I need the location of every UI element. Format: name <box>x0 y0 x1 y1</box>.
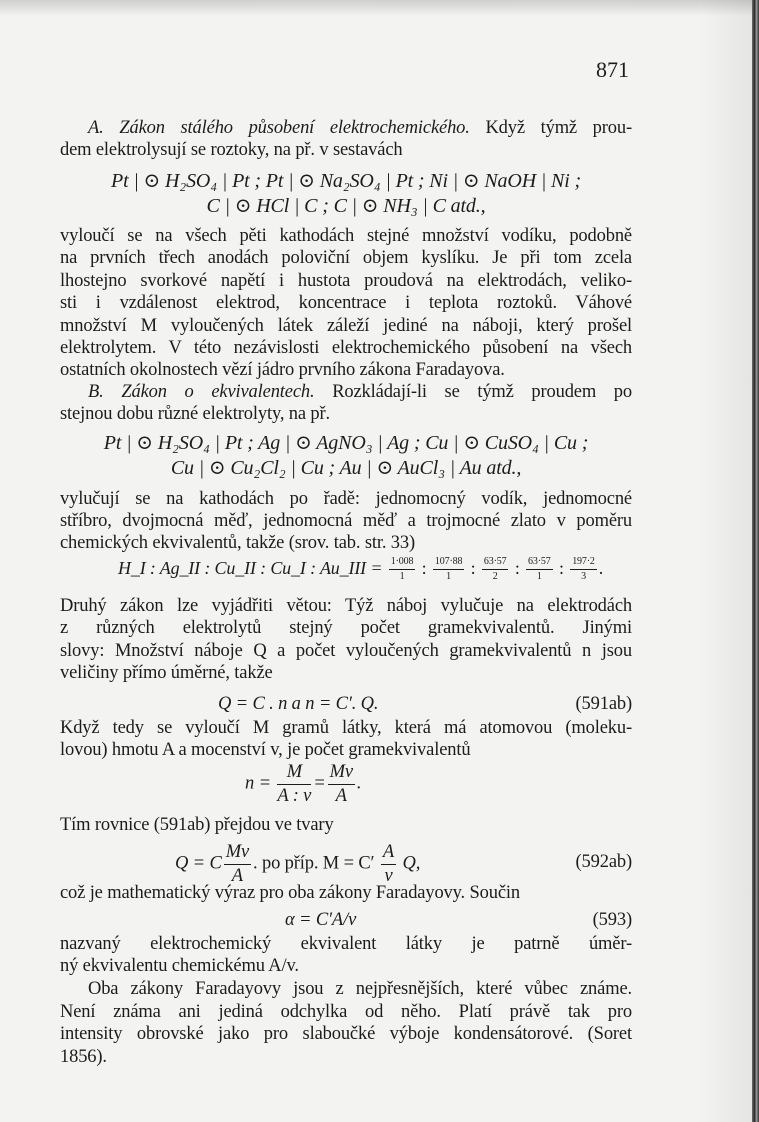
section-b-intro-line2: stejnou dobu různé elektrolyty, na př. <box>60 404 331 424</box>
paragraph-line: slovy: Množství náboje Q a počet vyloučených gramekvivalentů n jsou <box>60 641 632 661</box>
ratio-lhs: H_I : Ag_II : Cu_II : Cu_I : Au_III = <box>118 558 383 578</box>
page-number: 871 <box>596 57 629 82</box>
section-b-label: B. <box>88 382 104 402</box>
paragraph-line: ostatních okolnostech vězí jádro prvního zákona Faradayova. <box>60 360 505 380</box>
paragraph-line: Druhý zákon lze vyjádřiti větou: Týž náboj vylučuje na elektrodách <box>60 596 632 616</box>
section-a-formula-1: Pt | ⊙ H₂SO₄ | Pt ; Pt | ⊙ Na₂SO₄ | Pt ; Ni | ⊙ NaOH | Ni ; <box>111 170 581 192</box>
section-a-intro: Když týmž prou- <box>485 118 632 138</box>
equation-591-body: Q = C . n a n = C′. Q. <box>218 694 379 714</box>
section-a-label: A. <box>88 118 104 138</box>
paragraph-line: Oba zákony Faradayovy jsou z nejpřesnějších, které vůbec známe. <box>88 979 632 999</box>
equation-592-body: Q = C $\frac{Mv}{A}$ . po příp. M = C′ $\frac{A}{v}$ Q, <box>175 842 421 886</box>
paragraph-line: lhostejno svorkové napětí i hustota proudová na elektrodách, veliko- <box>60 271 632 291</box>
equation-593-body: α = C′A/v <box>285 910 357 930</box>
section-a-intro-line2: dem elektrolysují se roztoky, na př. v sestavách <box>60 140 403 160</box>
page-gutter-shadow <box>700 0 752 1122</box>
paragraph-line: elektrolytem. V této nezávislosti elektrochemického působení na všech <box>60 338 632 358</box>
paragraph-line: vyloučí se na všech pěti kathodách stejné množství vodíku, podobně <box>60 226 632 246</box>
ratio-fraction: $\frac{1\cdot 008}{1}$ <box>390 556 414 583</box>
equation-592-fraction-2: $\frac{A}{v}$ <box>382 842 395 886</box>
paragraph-line: nazvaný elektrochemický ekvivalent látky je patrně úměr- <box>60 934 632 954</box>
equation-593-label: (593) <box>592 910 632 930</box>
ratio-fraction: $\frac{107\cdot 88}{1}$ <box>434 556 463 583</box>
paragraph-line: Tím rovnice (591ab) přejdou ve tvary <box>60 815 334 835</box>
ratio-fraction: $\frac{63\cdot 57}{1}$ <box>528 556 551 583</box>
section-b-title: Zákon o ekvivalentech. <box>121 382 315 402</box>
equation-592-fraction-1: $\frac{Mv}{A}$ <box>225 842 250 886</box>
paragraph-line: veličiny přímo úměrné, takže <box>60 663 273 683</box>
paragraph-line: stříbro, dvojmocná měď, jednomocná měď a trojmocné zlato v poměru <box>60 511 632 531</box>
ratio-fraction: $\frac{63\cdot 57}{2}$ <box>483 556 507 583</box>
paragraph-line: sti i vzdálenost elektrod, koncentrace i teplota roztoků. Váhové <box>60 293 632 313</box>
paragraph-line: Když tedy se vyloučí M gramů látky, která má atomovou (moleku- <box>60 718 632 738</box>
section-a-heading <box>88 117 632 139</box>
section-b-heading <box>88 381 632 403</box>
paragraph-line: Není známa ani jediná odchylka od něho. Platí právě tak pro <box>60 1002 632 1022</box>
section-a-title: Zákon stálého působení elektrochemického. <box>119 118 470 138</box>
section-b-intro: Rozkládají-li se týmž proudem po <box>332 382 633 402</box>
paragraph-line: lovou) hmotu A a mocenství v, je počet gramekvivalentů <box>60 740 471 760</box>
section-a-formula-2: C | ⊙ HCl | C ; C | ⊙ NH₃ | C atd., <box>206 195 486 217</box>
paragraph-line: z různých elektrolytů stejný počet gramekvivalentů. Jinými <box>60 618 632 638</box>
equation-n: n = $\frac{M}{A : v}$ = $\frac{Mv}{A}$ . <box>245 762 362 806</box>
paragraph-line: což je mathematický výraz pro oba zákony Faradayovy. Součin <box>60 883 520 903</box>
section-b-formula-1: Pt | ⊙ H₂SO₄ | Pt ; Ag | ⊙ AgNO₃ | Ag ; Cu | ⊙ CuSO₄ | Cu ; <box>103 432 589 454</box>
equation-n-lhs: n = <box>245 773 271 794</box>
paragraph-line: intensity obrovské jako pro slaboučké výboje kondensátorové. (Soret <box>60 1024 632 1044</box>
equation-592-label: (592ab) <box>575 852 632 872</box>
equation-n-fraction-1: $\frac{M}{A : v}$ <box>277 762 312 806</box>
ratio-fraction: $\frac{197\cdot 2}{3}$ <box>572 556 595 583</box>
paragraph-line: chemických ekvivalentů, takže (srov. tab. str. 33) <box>60 533 416 553</box>
paragraph-line: ný ekvivalentu chemickému A/v. <box>60 956 299 976</box>
paragraph-line: množství M vyloučených látek záleží jediné na náboji, který prošel <box>60 316 632 336</box>
paragraph-line: vylučují se na kathodách po řadě: jednomocný vodík, jednomocné <box>60 489 632 509</box>
paragraph-line: na prvních třech anodách poloviční objem kyslíku. Je při tom zcela <box>60 248 632 268</box>
paragraph-line: 1856). <box>60 1047 107 1067</box>
equation-591-label: (591ab) <box>575 694 632 714</box>
scan-top-shadow <box>0 0 759 16</box>
equation-n-fraction-2: $\frac{Mv}{A}$ <box>329 762 353 806</box>
equivalents-ratio: H_I : Ag_II : Cu_II : Cu_I : Au_III = $\frac{1\cdot 008}{1}$ : $\frac{107\cdot 88}{1}$ : $\frac{63\cdot 57}{2}$ : $\frac{63\cdot 57}{1}$ : $\frac{197\cdot 2}{3}$ . <box>118 556 604 583</box>
section-b-formula-2: Cu | ⊙ Cu₂Cl₂ | Cu ; Au | ⊙ AuCl₃ | Au atd., <box>170 457 522 479</box>
page-edge <box>752 0 759 1122</box>
